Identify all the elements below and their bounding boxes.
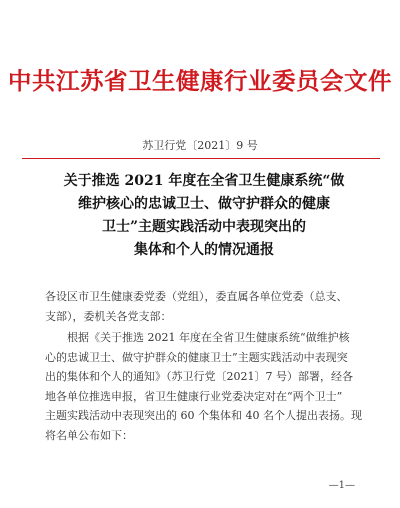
subject-line: 关于推选 2021 年度在全省卫生健康系统“做	[63, 173, 345, 189]
red-divider-line	[22, 158, 380, 159]
subject-line: 集体和个人的情况通报	[134, 242, 274, 258]
body-line: 出的集体和个人的通知》（苏卫行党〔2021〕7 号）部署，经各	[45, 370, 353, 384]
body-line: 心的忠诚卫士、做守护群众的健康卫士”主题实践活动中表现突	[45, 350, 348, 364]
document-number: 苏卫行党〔2021〕9 号	[142, 139, 258, 152]
recipients-line: 支部），委机关各党支部：	[45, 309, 172, 323]
subject-line: 维护核心的忠诚卫士、做守护群众的健康	[78, 196, 330, 212]
recipients-line: 各设区市卫生健康委党委（党组），委直属各单位党委（总支、	[45, 290, 348, 303]
body-line: 将名单公布如下：	[45, 428, 133, 442]
recipients-paragraph	[45, 287, 370, 326]
body-line: 根据《关于推选 2021 年度在全省卫生健康系统“做维护核	[45, 331, 350, 344]
document-header-title: 中共江苏省卫生健康行业委员会文件	[8, 67, 392, 95]
page-number: —1—	[328, 480, 355, 491]
body-line: 地各单位推选申报，省卫生健康行业党委决定对在“两个卫士”	[45, 389, 343, 403]
document-subject	[34, 170, 374, 262]
body-line: 主题实践活动中表现突出的 60 个集体和 40 名个人提出表扬。现	[45, 409, 362, 423]
subject-line: 卫士”主题实践活动中表现突出的	[101, 219, 307, 235]
body-paragraph	[45, 328, 370, 446]
